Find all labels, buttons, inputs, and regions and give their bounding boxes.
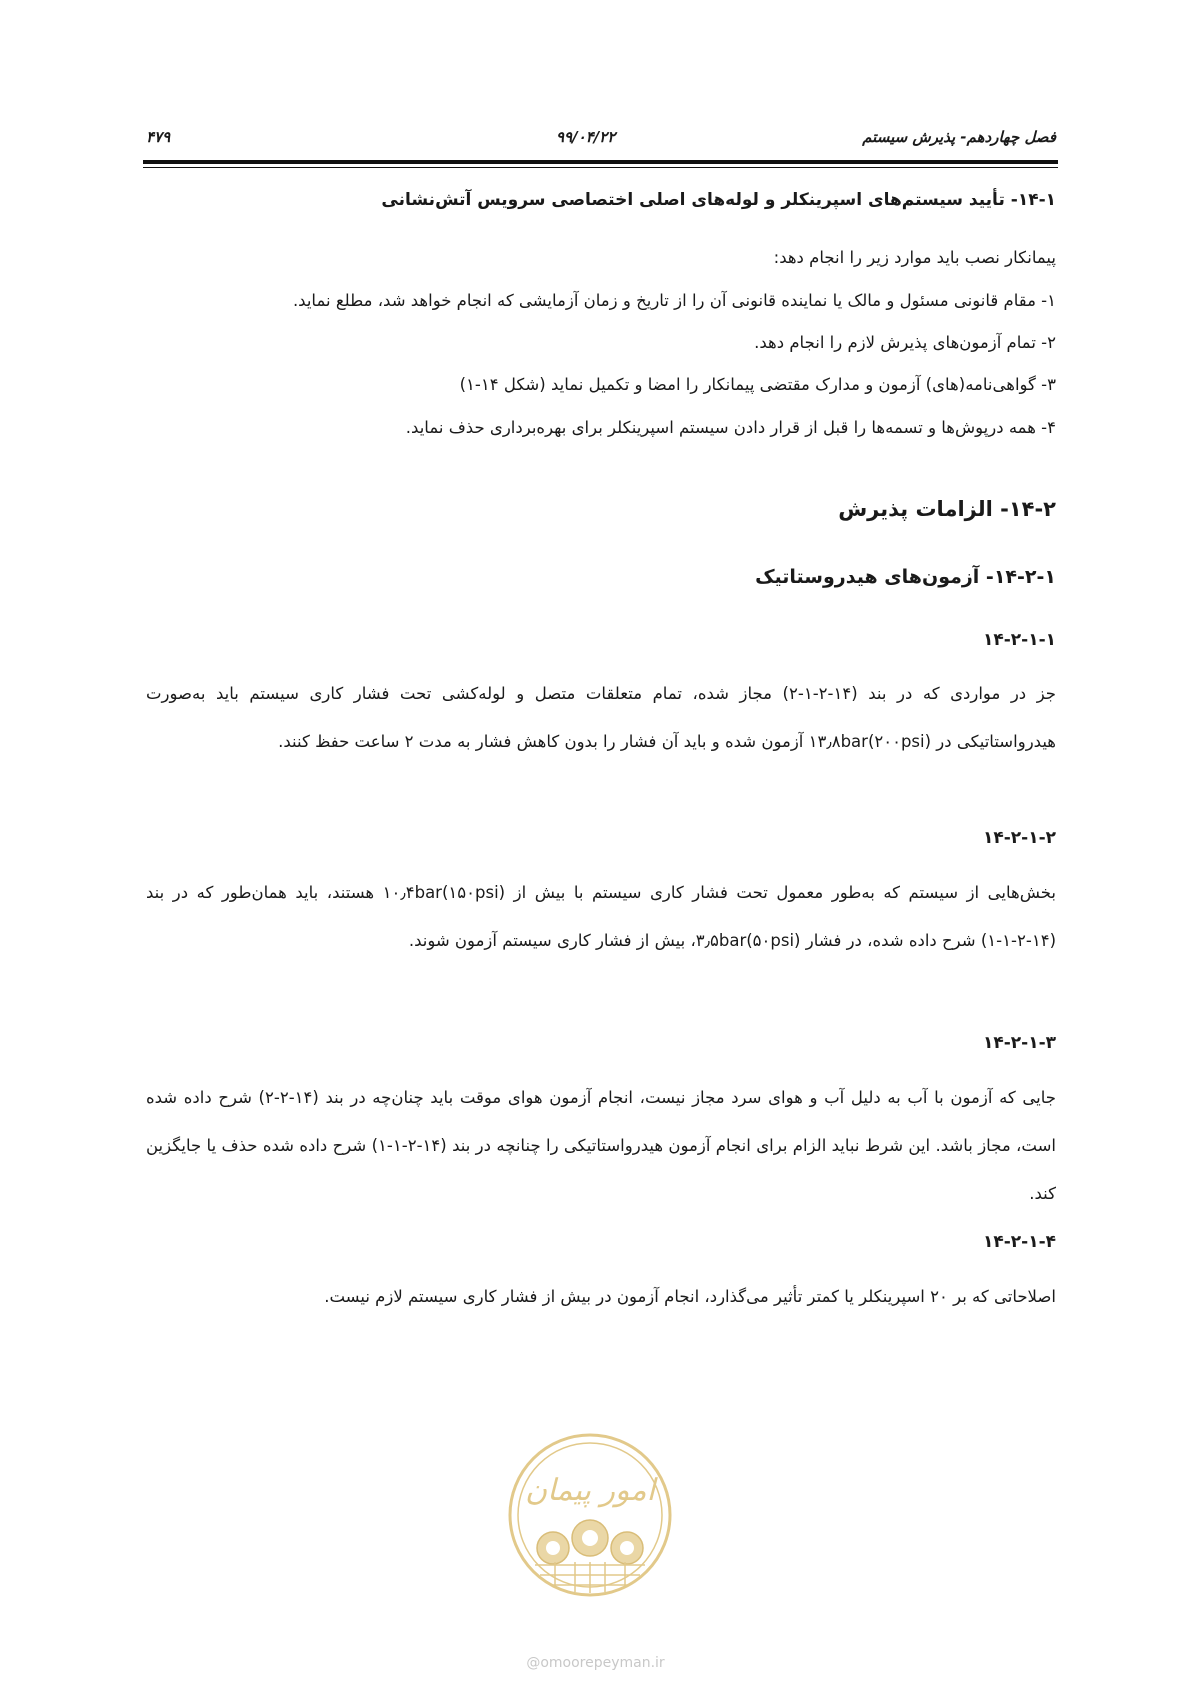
list-item: ۱- مقام قانونی مسئول و مالک یا نماینده قانونی آن را از تاریخ و زمان آزمایشی که انجام خواهد شد، مطلع نماید. [292,291,1056,310]
list-item: ۲- تمام آزمون‌های پذیرش لازم را انجام دهد. [754,333,1056,352]
list-item: ۳- گواهی‌نامه(های) آزمون و مدارک مقتضی پیمانکار را امضا و تکمیل نماید (شکل ۱۴-۱) [459,375,1056,394]
organization-seal-logo [505,1430,675,1600]
section-14-1-intro: پیمانکار نصب باید موارد زیر را انجام دهد: [773,248,1056,267]
chapter-title: فصل چهاردهم- پذیرش سیستم [862,128,1056,146]
subsection-number: ۱۴-۲-۱-۴ [982,1232,1056,1252]
paragraph: جایی که آزمون با آب به دلیل آب و هوای سرد مجاز نیست، انجام آزمون هوای موقت باید چنان‌چه در بند (۱۴-۲-۲) شرح داده شده است، مجاز باشد. این شرط نباید الزام برای انجام آزمون هیدرواستاتیکی را چنانچه در بند (۱۴-۲-۱-۱) شرح داده شده حذف یا جایگزین کند. [146,1088,1056,1203]
list-item: ۴- همه درپوش‌ها و تسمه‌ها را قبل از قرار دادن سیستم اسپرینکلر برای بهره‌برداری حذف نماید. [405,418,1056,437]
header-date: ۹۹/۰۴/۲۲ [556,128,616,146]
header-rule-thick [143,160,1058,164]
paragraph: بخش‌هایی از سیستم که به‌طور معمول تحت فشار کاری سیستم با بیش از ۱۰٫۴bar(۱۵۰psi) هستند، باید همان‌طور که در بند (۱۴-۲-۱-۱) شرح داده شده، در فشار ۳٫۵bar(۵۰psi)، بیش از فشار کاری سیستم آزمون شوند. [146,883,1057,950]
section-14-2-1-heading: ۱۴-۲-۱- آزمون‌های هیدروستاتیک [755,566,1056,588]
paragraph: جز در مواردی که در بند (۱۴-۲-۱-۲) مجاز شده، تمام متعلقات متصل و لوله‌کشی تحت فشار کاری سیستم باید به‌صورت هیدرواستاتیکی در ۱۳٫۸bar(۲۰۰psi) آزمون شده و باید آن فشار را بدون کاهش فشار به مدت ۲ ساعت حفظ کنند. [146,684,1057,751]
subsection-number: ۱۴-۲-۱-۱ [982,630,1056,650]
seal-script-text: امور پیمان [525,1473,655,1508]
header-rule-thin [143,167,1058,168]
subsection-number: ۱۴-۲-۱-۲ [982,828,1056,848]
footer-url: @omoorepeyman.ir [526,1655,665,1671]
section-14-1-heading: ۱۴-۱- تأیید سیستم‌های اسپرینکلر و لوله‌های اصلی اختصاصی سرویس آتش‌نشانی [381,190,1056,210]
page-number: ۴۷۹ [146,128,171,146]
page-header [146,128,1056,154]
paragraph: اصلاحاتی که بر ۲۰ اسپرینکلر یا کمتر تأثیر می‌گذارد، انجام آزمون در بیش از فشار کاری سیستم لازم نیست. [324,1287,1056,1306]
section-14-2-heading: ۱۴-۲- الزامات پذیرش [838,497,1056,521]
subsection-number: ۱۴-۲-۱-۳ [982,1033,1056,1053]
